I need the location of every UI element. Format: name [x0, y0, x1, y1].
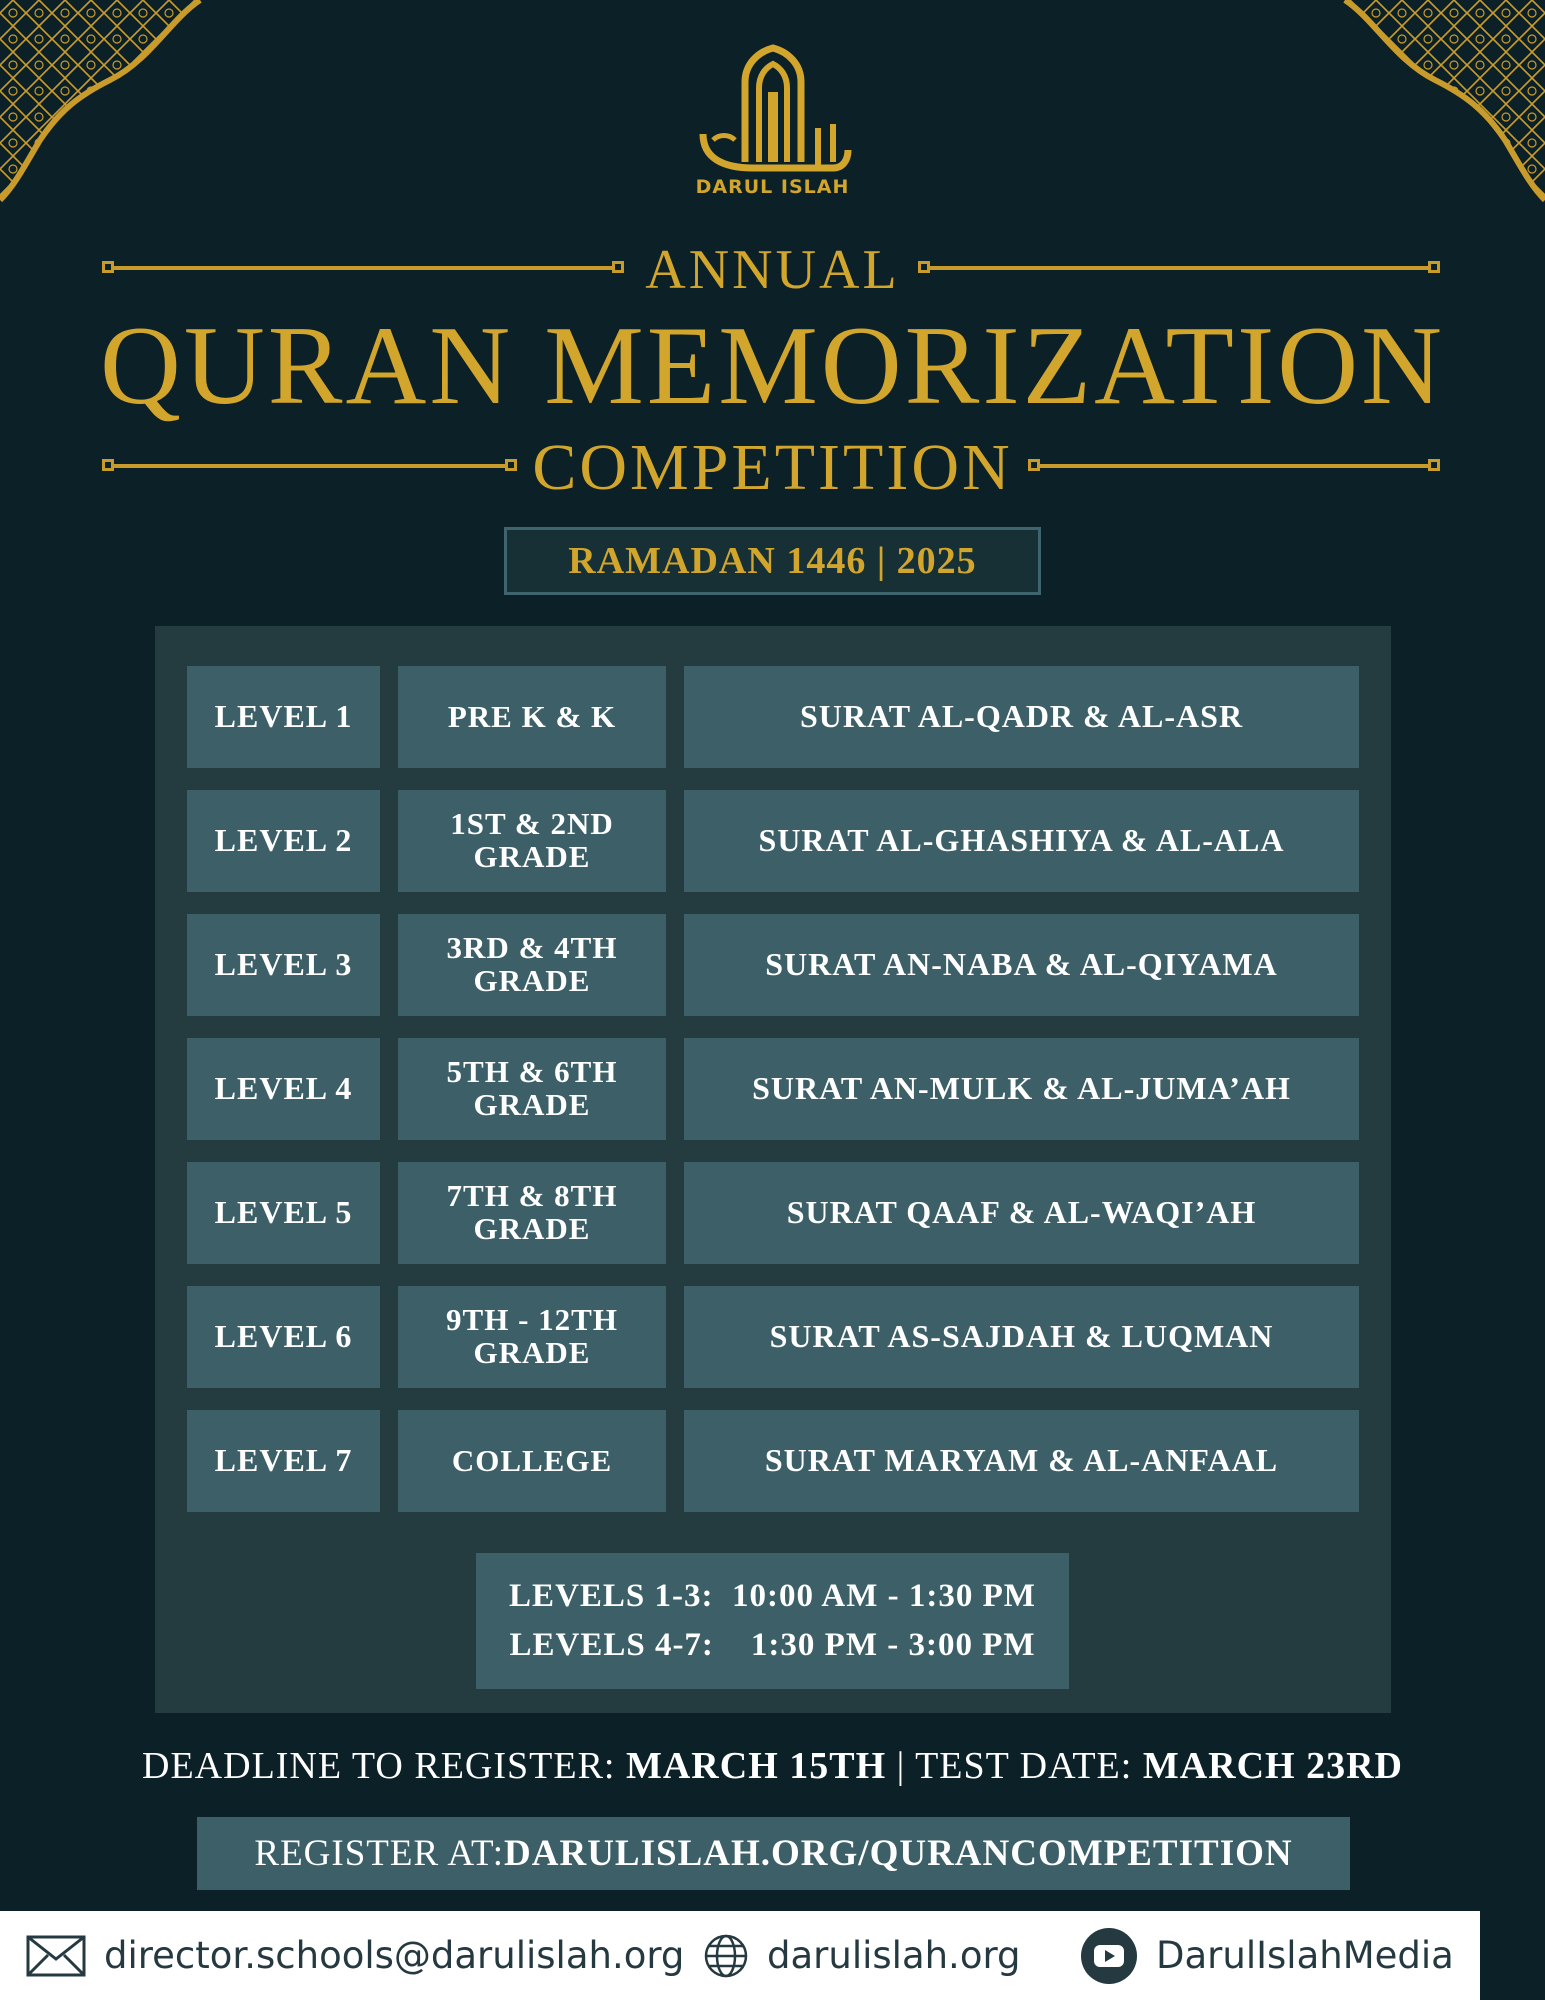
test-date-label: TEST DATE: — [915, 1745, 1143, 1787]
surat-cell: SURAT AL-GHASHIYA & AL-ALA — [684, 790, 1359, 892]
grade-line-1: 1ST & 2ND — [450, 806, 614, 842]
schedule-line-1: LEVELS 1-3: 10:00 AM - 1:30 PM — [509, 1577, 1036, 1614]
surat-cell: SURAT AL-QADR & AL-ASR — [684, 666, 1359, 768]
grade-line-2: GRADE — [473, 1087, 591, 1122]
youtube-icon — [1080, 1927, 1138, 1985]
footer-website-text: darulislah.org — [767, 1934, 1021, 1977]
surat-cell: SURAT QAAF & AL-WAQI’AH — [684, 1162, 1359, 1264]
grade-line-1: 9TH - 12TH — [446, 1302, 618, 1338]
grade-cell — [398, 1286, 666, 1388]
footer-email[interactable] — [26, 1911, 684, 2000]
surat-cell: SURAT MARYAM & AL-ANFAAL — [684, 1410, 1359, 1512]
level-cell: LEVEL 3 — [187, 914, 380, 1016]
envelope-icon — [26, 1935, 86, 1977]
footer-email-text: director.schools@darulislah.org — [104, 1934, 685, 1977]
register-link[interactable]: DARULISLAH.ORG/QURANCOMPETITION — [504, 1833, 1293, 1874]
globe-icon — [703, 1933, 749, 1979]
level-cell: LEVEL 1 — [187, 666, 380, 768]
date-badge: RAMADAN 1446 | 2025 — [504, 527, 1041, 595]
deadline-line — [0, 1744, 1545, 1788]
register-label: REGISTER AT: — [254, 1833, 505, 1874]
grade-cell — [398, 1410, 666, 1512]
level-cell: LEVEL 5 — [187, 1162, 380, 1264]
title-competition: COMPETITION — [532, 431, 1013, 504]
register-bar — [197, 1817, 1350, 1890]
grade-line-1: 5TH & 6TH — [446, 1054, 618, 1090]
surat-cell: SURAT AN-MULK & AL-JUMA’AH — [684, 1038, 1359, 1140]
footer-youtube-text: DarulIslahMedia — [1156, 1934, 1454, 1977]
grade-line-2: GRADE — [473, 839, 591, 874]
grade-line-2: GRADE — [473, 1335, 591, 1370]
logo-text: DARUL ISLAH — [695, 176, 850, 198]
grade-cell — [398, 914, 666, 1016]
mosque-logo-icon — [683, 42, 863, 182]
deadline-label: DEADLINE TO REGISTER: — [142, 1745, 626, 1787]
footer-website[interactable] — [703, 1911, 1021, 2000]
level-cell: LEVEL 7 — [187, 1410, 380, 1512]
level-cell: LEVEL 2 — [187, 790, 380, 892]
grade-line-1: PRE K & K — [447, 698, 617, 734]
grade-line-2: GRADE — [473, 963, 591, 998]
grade-line-1: COLLEGE — [451, 1442, 613, 1478]
grade-line-1: 7TH & 8TH — [446, 1178, 618, 1214]
footer-youtube[interactable] — [1080, 1911, 1454, 2000]
schedule-box — [476, 1553, 1069, 1689]
grade-cell — [398, 790, 666, 892]
surat-cell: SURAT AS-SAJDAH & LUQMAN — [684, 1286, 1359, 1388]
footer — [0, 1911, 1480, 2000]
deadline-date: MARCH 15TH — [626, 1745, 887, 1787]
grade-line-2: GRADE — [473, 1211, 591, 1246]
title-annual: ANNUAL — [645, 239, 900, 301]
surat-cell: SURAT AN-NABA & AL-QIYAMA — [684, 914, 1359, 1016]
grade-cell — [398, 1038, 666, 1140]
level-cell: LEVEL 6 — [187, 1286, 380, 1388]
test-date: MARCH 23RD — [1142, 1745, 1403, 1787]
grade-cell — [398, 1162, 666, 1264]
schedule-line-2: LEVELS 4-7: 1:30 PM - 3:00 PM — [509, 1627, 1036, 1663]
grade-line-1: 3RD & 4TH — [446, 930, 618, 966]
title-main: QURAN MEMORIZATION — [99, 304, 1446, 428]
level-cell: LEVEL 4 — [187, 1038, 380, 1140]
deadline-separator: | — [886, 1745, 916, 1787]
grade-cell — [398, 666, 666, 768]
